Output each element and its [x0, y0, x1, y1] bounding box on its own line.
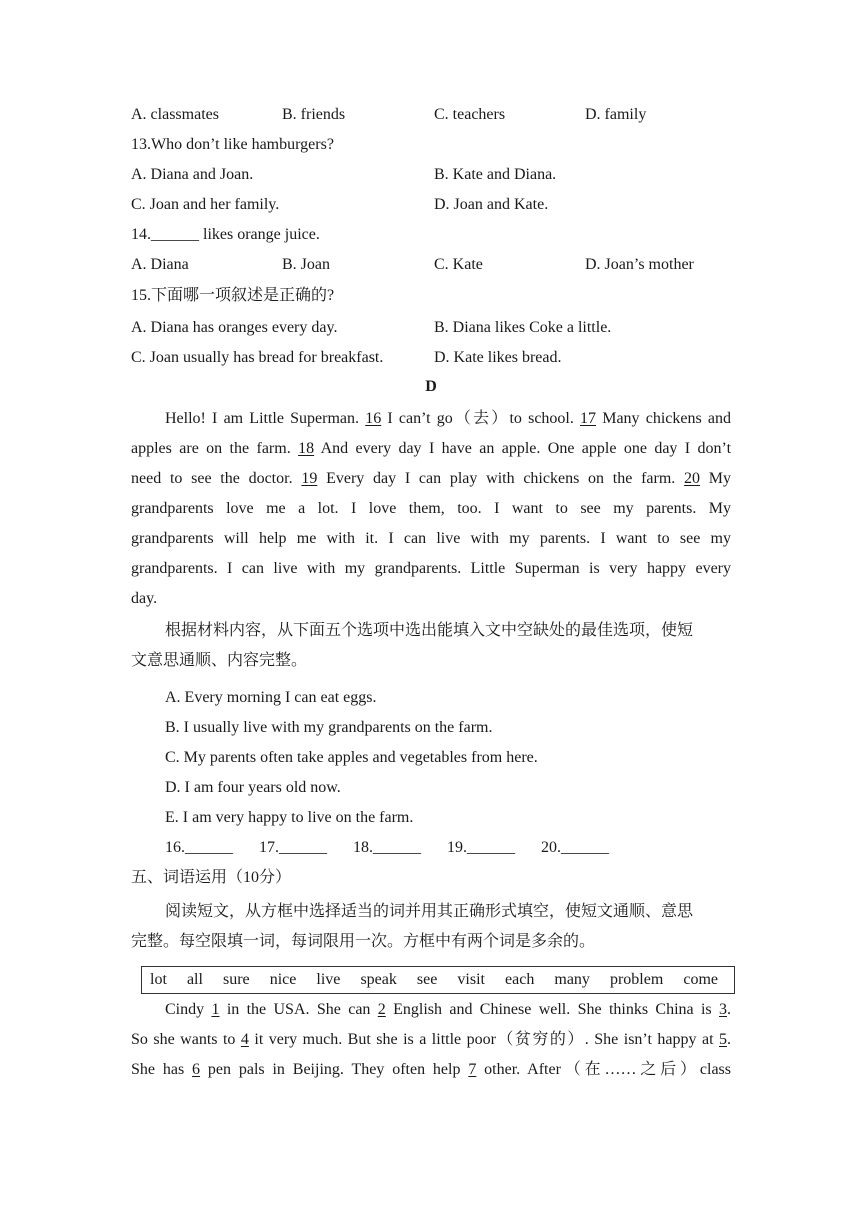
- choice-b: B. I usually live with my grandparents on the farm.: [165, 719, 493, 736]
- q12-option-b: B. friends: [282, 106, 346, 123]
- blank-20: 20: [684, 470, 701, 487]
- answer-blank-20: 20.______: [541, 839, 609, 856]
- q13-question: 13.Who don’t like hamburgers?: [131, 136, 334, 153]
- answer-blanks: [165, 838, 635, 858]
- q12-option-c: C. teachers: [434, 106, 506, 123]
- q14-option-b: B. Joan: [282, 256, 330, 273]
- q13-options-row1: [131, 165, 731, 185]
- instruction-line: 阅读短文，从方框中选择适当的词并用其正确形式填空，使短文通顺、意思: [165, 903, 694, 920]
- blank-4: 4: [240, 1031, 249, 1048]
- instruction-line: 文意思通顺、内容完整。: [131, 652, 308, 669]
- section-d-instruction: [131, 616, 731, 676]
- section-d-title: D: [425, 378, 437, 395]
- passage-line: She has 6 pen pals in Beijing. They often help 7 other. After（在……之后）class: [131, 1061, 731, 1078]
- q13-option-a: A. Diana and Joan.: [131, 166, 254, 183]
- word-bank-item: lot: [150, 971, 167, 988]
- word-bank-item: come: [683, 971, 718, 988]
- choice-c: C. My parents often take apples and vegetables from here.: [165, 749, 538, 766]
- answer-blank-16: 16.______: [165, 839, 233, 856]
- blank-2: 2: [377, 1001, 386, 1018]
- q15-option-a: A. Diana has oranges every day.: [131, 319, 338, 336]
- q13-option-b: B. Kate and Diana.: [434, 166, 557, 183]
- blank-5: 5: [719, 1031, 727, 1048]
- word-bank-item: speak: [360, 971, 397, 988]
- instruction-line: 完整。每空限填一词，每词限用一次。方框中有两个词是多余的。: [131, 933, 596, 950]
- passage-line: apples are on the farm. 18 And every day I have an apple. One apple one day I don’t: [131, 440, 732, 457]
- q14-option-d: D. Joan’s mother: [585, 256, 694, 273]
- passage-line: need to see the doctor. 19 Every day I can play with chickens on the farm. 20 My: [131, 470, 731, 487]
- q15-question: 15.下面哪一项叙述是正确的?: [131, 287, 335, 304]
- word-bank: [141, 966, 735, 994]
- word-bank-item: each: [505, 971, 535, 988]
- blank-17: 17: [580, 410, 597, 427]
- passage-line: Hello! I am Little Superman. 16 I can’t go（去）to school. 17 Many chickens and: [165, 410, 731, 427]
- word-bank-item: problem: [609, 971, 664, 988]
- blank-6: 6: [192, 1061, 201, 1078]
- q15-option-c: C. Joan usually has bread for breakfast.: [131, 349, 384, 366]
- passage-line: So she wants to 4 it very much. But she is a little poor（贫穷的）. She isn’t happy at 5.: [131, 1031, 731, 1048]
- passage-line: day.: [131, 590, 158, 607]
- q14-options: [131, 255, 731, 275]
- passage-line: grandparents love me a lot. I love them, too. I want to see my parents. My: [131, 500, 731, 517]
- q15-option-d: D. Kate likes bread.: [434, 349, 562, 366]
- section-5-title: 五、词语运用（10分）: [131, 869, 292, 886]
- choice-e: E. I am very happy to live on the farm.: [165, 809, 414, 826]
- word-bank-item: many: [554, 971, 590, 988]
- answer-blank-19: 19.______: [447, 839, 515, 856]
- q12-option-a: A. classmates: [131, 106, 219, 123]
- word-bank-item: see: [416, 971, 438, 988]
- blank-16: 16: [365, 410, 382, 427]
- section-5-passage: [131, 995, 731, 1085]
- word-bank-item: nice: [269, 971, 297, 988]
- q13-option-c: C. Joan and her family.: [131, 196, 280, 213]
- blank-3: 3: [719, 1001, 727, 1018]
- blank-19: 19: [301, 470, 318, 487]
- choice-d: D. I am four years old now.: [165, 779, 341, 796]
- q14-question: 14.______ likes orange juice.: [131, 226, 320, 243]
- q15-option-b: B. Diana likes Coke a little.: [434, 319, 612, 336]
- passage-line: grandparents will help me with it. I can live with my parents. I want to see my: [131, 530, 731, 547]
- q12-option-d: D. family: [585, 106, 647, 123]
- blank-7: 7: [468, 1061, 477, 1078]
- word-bank-item: visit: [457, 971, 485, 988]
- section-d-passage: [131, 404, 731, 614]
- answer-blank-18: 18.______: [353, 839, 421, 856]
- word-bank-item: sure: [222, 971, 250, 988]
- passage-line: Cindy 1 in the USA. She can 2 English and Chinese well. She thinks China is 3.: [165, 1001, 731, 1018]
- blank-18: 18: [298, 440, 315, 457]
- word-bank-item: all: [186, 971, 203, 988]
- answer-blank-17: 17.______: [259, 839, 327, 856]
- q13-options-row2: [131, 195, 731, 215]
- q15-options-row1: [131, 318, 731, 338]
- q13-option-d: D. Joan and Kate.: [434, 196, 549, 213]
- q14-option-a: A. Diana: [131, 256, 189, 273]
- blank-1: 1: [211, 1001, 220, 1018]
- passage-line: grandparents. I can live with my grandparents. Little Superman is very happy every: [131, 560, 731, 577]
- q15-options-row2: [131, 348, 731, 368]
- q12-options: [131, 105, 731, 125]
- q14-option-c: C. Kate: [434, 256, 483, 273]
- word-bank-item: live: [316, 971, 341, 988]
- choice-a: A. Every morning I can eat eggs.: [165, 689, 377, 706]
- instruction-line: 根据材料内容，从下面五个选项中选出能填入文中空缺处的最佳选项，使短: [165, 622, 694, 639]
- section-5-instruction: [131, 897, 731, 957]
